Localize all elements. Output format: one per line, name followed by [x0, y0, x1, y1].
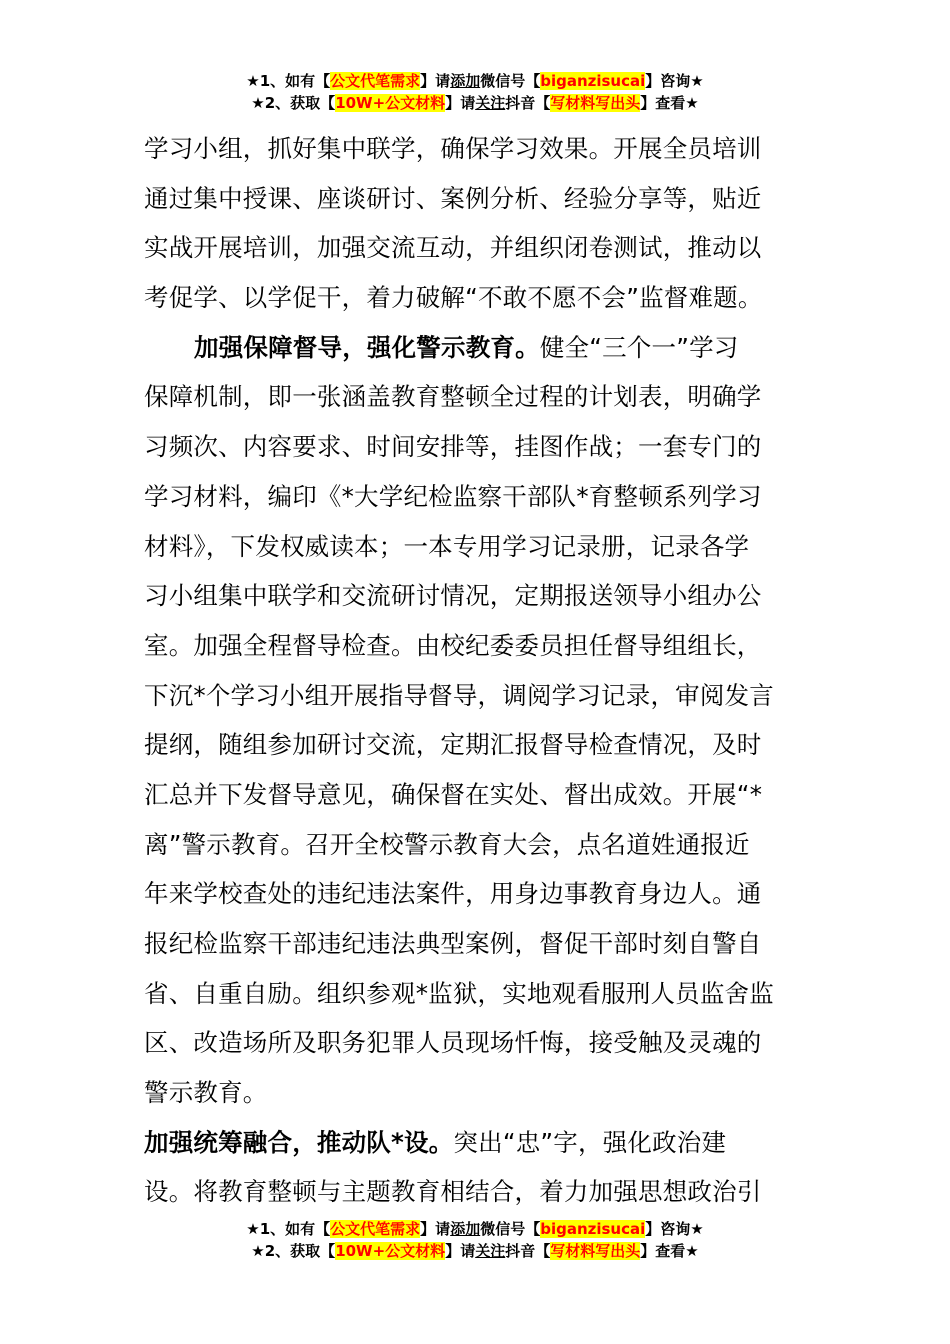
- paragraph-heading: 加强保障督导，强化警示教育。: [194, 332, 540, 362]
- banner-text: 微信号【: [480, 1220, 541, 1238]
- banner-underlined: 关注: [475, 1242, 506, 1260]
- banner-line-2: [0, 1240, 950, 1262]
- text-line: 保障机制，即一张涵盖教育整顿全过程的计划表，明确学: [144, 382, 762, 412]
- text-line: 实战开展培训，加强交流互动，并组织闭卷测试，推动以: [144, 233, 762, 263]
- banner-text: 】查看★: [640, 94, 699, 112]
- text-line: 习频次、内容要求、时间安排等，挂图作战；一套专门的: [144, 432, 762, 462]
- banner-text: 】咨询★: [645, 72, 704, 90]
- banner-line-1: [0, 70, 950, 92]
- text-line: 警示教育。: [144, 1078, 268, 1108]
- banner-text: 】查看★: [640, 1242, 699, 1260]
- text-line: 习小组集中联学和交流研讨情况，定期报送领导小组办公: [144, 581, 762, 611]
- text-line: 离”警示教育。召开全校警示教育大会，点名道姓通报近: [144, 829, 750, 859]
- banner-highlight: 10W+公文材料: [335, 94, 446, 112]
- banner-line-1: [0, 1218, 950, 1240]
- banner-line-2: [0, 92, 950, 114]
- document-body: [144, 124, 808, 1217]
- banner-text: 】请: [420, 1220, 451, 1238]
- banner-text: 】请: [420, 72, 451, 90]
- banner-highlight: 写材料写出头: [550, 1242, 641, 1260]
- banner-highlight: 10W+公文材料: [335, 1242, 446, 1260]
- text-line: 学习材料，编印《*大学纪检监察干部队*育整顿系列学习: [144, 481, 762, 511]
- paragraph-heading-line: [144, 323, 808, 373]
- banner-text: 】咨询★: [645, 1220, 704, 1238]
- banner-highlight: biganzisucai: [540, 72, 646, 90]
- text-line: 考促学、以学促干，着力破解“不敢不愿不会”监督难题。: [144, 283, 763, 313]
- top-banner: [0, 70, 950, 114]
- text-line: 通过集中授课、座谈研讨、案例分析、经验分享等，贴近: [144, 183, 762, 213]
- text-line: 提纲，随组参加研讨交流，定期汇报督导检查情况，及时: [144, 730, 762, 760]
- paragraph-heading-line: [144, 1118, 808, 1168]
- text-line: 下沉*个学习小组开展指导督导，调阅学习记录，审阅发言: [144, 680, 774, 710]
- banner-text: ★2、获取【: [251, 94, 336, 112]
- paragraph-heading: 加强统筹融合，推动队*设。: [144, 1127, 454, 1157]
- text-line: 设。将教育整顿与主题教育相结合，着力加强思想政治引: [144, 1177, 762, 1207]
- banner-highlight: 公文代笔需求: [330, 1220, 421, 1238]
- text-run: 健全“三个一”学习: [539, 332, 739, 362]
- text-line: 材料》，下发权威读本；一本专用学习记录册，记录各学: [144, 531, 750, 561]
- banner-text: ★1、如有【: [246, 1220, 331, 1238]
- banner-text: 】请: [445, 94, 476, 112]
- text-line: 省、自重自励。组织参观*监狱，实地观看服刑人员监舍监: [144, 978, 774, 1008]
- banner-highlight: 公文代笔需求: [330, 72, 421, 90]
- banner-text: 微信号【: [480, 72, 541, 90]
- text-line: 区、改造场所及职务犯罪人员现场忏悔，接受触及灵魂的: [144, 1028, 762, 1058]
- banner-highlight: 写材料写出头: [550, 94, 641, 112]
- banner-text: 】请: [445, 1242, 476, 1260]
- banner-text: ★1、如有【: [246, 72, 331, 90]
- banner-text: 抖音【: [505, 1242, 551, 1260]
- text-line: 学习小组，抓好集中联学，确保学习效果。开展全员培训: [144, 134, 762, 163]
- text-line: 报纪检监察干部违纪违法典型案例，督促干部时刻自警自: [144, 929, 762, 958]
- text-run: 突出“忠”字，强化政治建: [453, 1127, 727, 1157]
- banner-highlight: biganzisucai: [540, 1220, 646, 1238]
- banner-underlined: 关注: [475, 94, 506, 112]
- banner-underlined: 添加: [450, 1220, 481, 1238]
- text-line: 汇总并下发督导意见，确保督在实处、督出成效。开展“*: [144, 779, 763, 809]
- text-line: 年来学校查处的违纪违法案件，用身边事教育身边人。通: [144, 879, 762, 909]
- bottom-banner: [0, 1218, 950, 1262]
- banner-text: ★2、获取【: [251, 1242, 336, 1260]
- banner-text: 抖音【: [505, 94, 551, 112]
- text-line: 室。加强全程督导检查。由校纪委委员担任督导组组长，: [144, 630, 762, 660]
- banner-underlined: 添加: [450, 72, 481, 90]
